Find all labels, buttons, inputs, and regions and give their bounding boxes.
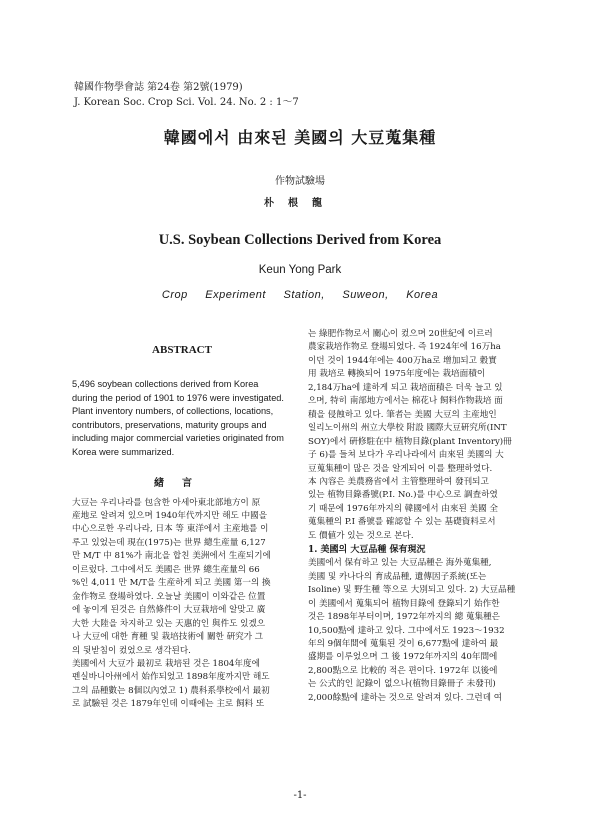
introduction-heading: 緖言 xyxy=(154,477,210,489)
journal-citation-korean: 韓國作物學會誌 第24卷 第2號(1979) xyxy=(74,82,243,93)
abstract-line: during the period of 1901 to 1976 were investigated. xyxy=(72,392,284,403)
author-english: Keun Yong Park xyxy=(258,264,342,276)
body-line: %인 4,011 만 M/T을 生産하게 되고 美國 第一의 換 xyxy=(72,578,271,589)
body-line: 美國에서 保有하고 있는 大豆品種은 海外蒐集種, xyxy=(308,558,492,569)
body-line: 蒐集種의 P.I 番號를 確認할 수 있는 基礎資料로서 xyxy=(308,517,496,528)
right-column xyxy=(308,328,540,705)
body-line: 이르렀다. 그中에서도 美國은 世界 總生産量의 66 xyxy=(72,564,260,575)
affiliation-korean: 作物試驗場 xyxy=(275,176,325,187)
body-line: 나 大豆에 대한 育種 및 栽培技術에 關한 硏究가 그 xyxy=(72,632,264,643)
body-line: 農家栽培作物로 登場되었다. 즉 1924年에 16万ha xyxy=(308,342,501,353)
body-line: 일리노이州의 州立大學校 附設 國際大豆硏究所(INT xyxy=(308,423,507,434)
body-line: 中心으로한 우리나라, 日本 等 東洋에서 主産地를 이 xyxy=(72,524,269,535)
body-line: 도 價値가 있는 것으로 본다. xyxy=(308,530,414,541)
left-column xyxy=(72,328,292,712)
body-line: 2,184万ha에 達하게 되고 栽培面積은 더욱 늘고 있 xyxy=(308,382,503,393)
body-line: 子 6)를 들쳐 보다가 우리나라에서 由來된 美國의 大 xyxy=(308,450,504,461)
page-number: -1- xyxy=(293,790,307,801)
journal-citation xyxy=(74,80,299,110)
body-line: SOY)에서 硏修駐在中 植物目錄(plant Inventory)冊 xyxy=(308,436,512,447)
abstract-line: contributors, preservations, maturity groups and xyxy=(72,419,267,430)
body-line: 2,000餘點에 達하는 것으로 알려져 있다. 그런데 여 xyxy=(308,692,503,703)
body-line: 積을 侵蝕하고 있다. 筆者는 美國 大豆의 主産地인 xyxy=(308,409,497,420)
abstract-line: Plant inventory numbers, of collections, locations, xyxy=(72,406,274,417)
body-line: 盛期를 이루었으며 그 後 1972年까지의 40年間에 xyxy=(308,652,498,663)
journal-citation-english: J. Korean Soc. Crop Sci. Vol. 24. No. 2 : 1～7 xyxy=(74,97,299,108)
body-line: 이던 것이 1944年에는 400万ha로 增加되고 穀實 xyxy=(308,355,497,366)
body-line: 는 公式的인 記錄이 없으나(植物目錄冊子 未發刊) xyxy=(308,679,496,690)
body-line: 本 內容은 美農務省에서 主管整理하여 發刊되고 xyxy=(308,476,489,487)
body-line: 의 뒷받침이 컸었으로 생각된다. xyxy=(72,645,191,656)
author-korean: 朴根龍 xyxy=(264,198,336,209)
body-line: 大豆는 우리나라를 包含한 아세아東北部地方이 原 xyxy=(72,497,261,508)
body-line: 美國 및 카나다의 育成品種, 遺傳因子系統(또는 xyxy=(308,571,487,582)
body-line: 10,500點에 達하고 있다. 그中에서도 1923～1932 xyxy=(308,625,505,636)
body-line: 으며, 特히 南部地方에서는 棉花나 飼料作物栽培 面 xyxy=(308,396,503,407)
abstract-body xyxy=(72,378,292,460)
affiliation-english: Crop Experiment Station, Suweon, Korea xyxy=(161,289,439,301)
body-line: 그의 品種數는 8個以內였고 1) 農科系學校에서 最初 xyxy=(72,685,270,696)
body-line: 에 놓이게 된것은 自然條件이 大豆栽培에 알맞고 廣 xyxy=(72,605,266,616)
body-line: 로 試驗된 것은 1879年인데 이때에는 主로 飼料 또 xyxy=(72,699,265,710)
body-line: 大한 大陸을 차지하고 있는 天惠的인 與件도 있겠으 xyxy=(72,618,266,629)
body-line: 기 때문에 1976年까지의 韓國에서 由來된 美國 全 xyxy=(308,503,499,514)
introduction-body-continued xyxy=(308,328,540,543)
body-line: 있는 植物目錄番號(P.I. No.)를 中心으로 調査하였 xyxy=(308,490,498,501)
body-line: 이 美國에서 蒐集되어 植物目錄에 登錄되기 始作한 xyxy=(308,598,500,609)
abstract-line: 5,496 soybean collections derived from Korea xyxy=(72,379,259,389)
introduction-body xyxy=(72,497,292,712)
subsection-heading: 1. 美國의 大豆品種 保有現況 xyxy=(308,545,426,556)
body-line: 用 栽培로 轉換되어 1975年度에는 栽培面積이 xyxy=(308,369,486,380)
body-line: 産地로 알려져 있으며 1940年代까지만 해도 中國을 xyxy=(72,511,268,522)
body-line: 年의 9個年間에 蒐集된 것이 6,677點에 達하여 最 xyxy=(308,638,499,649)
body-line: 것은 1898年부터이며, 1972年까지의 總 蒐集種은 xyxy=(308,612,500,623)
body-line: 金作物로 登場하였다. 오늘날 美國이 이와같은 位置 xyxy=(72,591,266,602)
abstract-line: Korea were summarized. xyxy=(72,446,175,457)
title-korean: 韓國에서 由來된 美國의 大豆蒐集種 xyxy=(163,128,437,147)
body-line: 루고 있었는데 現在(1975)는 世界 總生産量 6,127 xyxy=(72,537,266,548)
body-line: 2,800點으로 比較的 적은 편이다. 1972年 以後에 xyxy=(308,665,498,676)
abstract-heading: ABSTRACT xyxy=(152,344,212,356)
body-line: 만 M/T 中 81%가 南北을 합친 美洲에서 生産되기에 xyxy=(72,551,271,562)
body-line: Isoline) 및 野生種 等으로 大別되고 있다. 2) 大豆品種 xyxy=(308,585,516,596)
title-english: U.S. Soybean Collections Derived from Korea xyxy=(158,232,442,248)
subsection-body xyxy=(308,557,540,705)
body-line: 豆蒐集種이 많은 것을 알게되어 이를 整理하였다. xyxy=(308,463,493,474)
abstract-line: including major commercial varieties originated from xyxy=(72,433,284,444)
body-line: 펜실바니아州에서 始作되었고 1898年度까지만 해도 xyxy=(72,672,270,683)
body-line: 는 綠肥作物로서 關心이 컸으며 20世紀에 이르러 xyxy=(308,329,493,339)
body-line: 美國에서 大豆가 最初로 栽培된 것은 1804年度에 xyxy=(72,659,260,669)
